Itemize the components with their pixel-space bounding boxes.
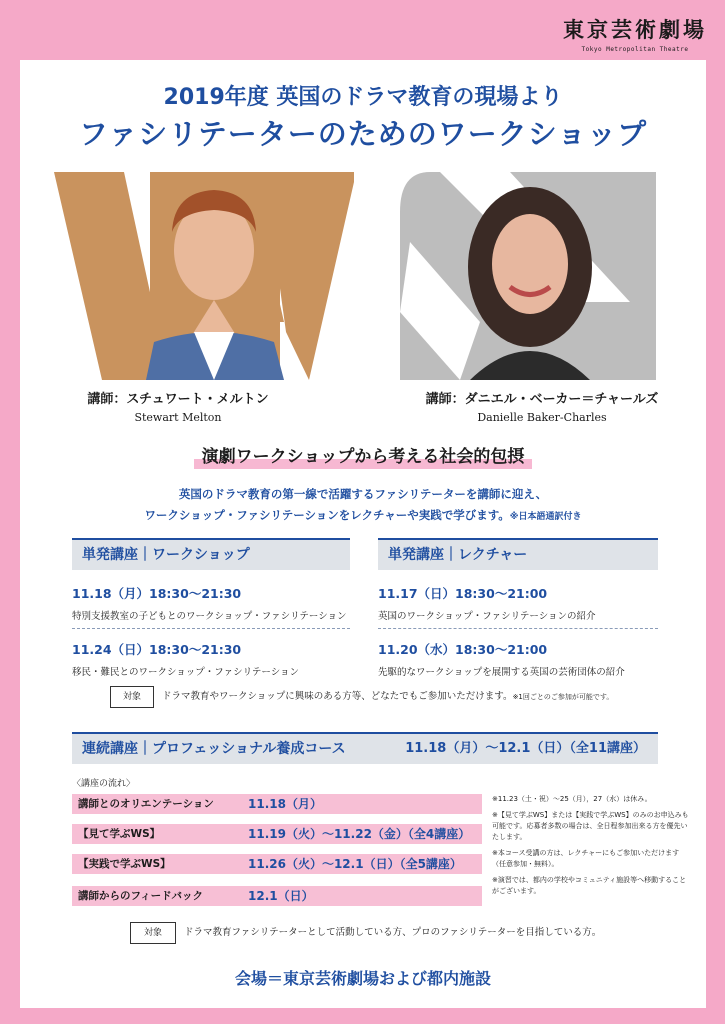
intro-line-2: ワークショップ・ファシリテーションをレクチャーや実践で学びます。 <box>144 508 510 522</box>
target-label: 対象 <box>143 928 162 938</box>
section-workshop-heading <box>72 538 350 570</box>
instructor-caption-left <box>68 388 288 424</box>
session-datetime: 11.17（日）18:30〜21:00 <box>378 586 548 601</box>
target-label-box <box>130 922 176 944</box>
course-note: ※【見て学ぶWS】または【実践で学ぶWS】のみのお申込みも可能です。応募者多数の場合は、全日程参加出来る方を優先いたします。 <box>492 811 689 841</box>
session-datetime: 11.18（月）18:30〜21:30 <box>72 586 242 601</box>
session-datetime: 11.24（日）18:30〜21:30 <box>72 642 242 657</box>
flow-row-label: 【見て学ぶWS】 <box>78 828 161 840</box>
logo-jp: 東京芸術劇場 <box>563 17 707 42</box>
divider <box>378 628 658 629</box>
instructor-name-en: Stewart Melton <box>134 411 222 424</box>
target-text: ドラマ教育やワークショップに興味のある方等、どなたでもご参加いただけます。 <box>162 691 513 702</box>
target-description <box>162 686 692 708</box>
instructor-photo-left <box>54 172 354 380</box>
intro-text <box>20 484 706 528</box>
instructor-name-en: Danielle Baker-Charles <box>477 411 607 424</box>
course-flow-row <box>72 794 482 814</box>
lecture-session <box>378 584 678 622</box>
divider <box>72 628 350 629</box>
theatre-logo <box>563 14 707 53</box>
course-note: ※11.23（土・祝）〜25（月），27（水）は休み。 <box>492 795 652 803</box>
target-label: 対象 <box>122 692 141 702</box>
target-description <box>184 922 694 944</box>
workshop-session <box>72 584 362 622</box>
instructor-caption-right <box>392 388 692 424</box>
flow-row-date: 11.26（火）〜12.1（日）（全5講座） <box>248 857 462 871</box>
session-desc: 移民・難民とのワークショップ・ファシリテーション <box>72 667 300 678</box>
tagline <box>20 442 706 467</box>
flow-row-label: 講師からのフィードバック <box>78 890 203 902</box>
logo-en: Tokyo Metropolitan Theatre <box>581 46 689 53</box>
flow-row-date: 11.18（月） <box>248 797 322 811</box>
session-desc: 先駆的なワークショップを展開する英国の芸術団体の紹介 <box>378 667 625 678</box>
course-period: 11.18（月）〜12.1（日）（全11講座） <box>405 741 646 756</box>
session-datetime: 11.20（水）18:30〜21:00 <box>378 642 548 657</box>
tagline-text: 演劇ワークショップから考える社会的包摂 <box>194 447 533 469</box>
lecture-session <box>378 640 688 678</box>
intro-note: ※日本語通訳付き <box>509 512 582 522</box>
session-desc: 特別支援教室の子どもとのワークショップ・ファシリテーション <box>72 611 347 622</box>
flow-row-label: 講師とのオリエンテーション <box>78 798 214 810</box>
flow-row-date: 12.1（日） <box>248 889 314 903</box>
course-flow-label: 〈講座の流れ〉 <box>72 779 136 789</box>
section-course-heading <box>72 732 658 764</box>
course-note: ※本コース受講の方は、レクチャーにもご参加いただけます（任意参加・無料）。 <box>492 849 680 868</box>
instructor-name-jp: 講師：ダニエル・ベーカー＝チャールズ <box>425 392 659 407</box>
target-note: ※1回ごとのご参加が可能です。 <box>512 693 614 701</box>
course-notes <box>492 794 692 902</box>
target-label-box <box>110 686 154 708</box>
target-text: ドラマ教育ファシリテーターとして活動している方、プロのファシリテーターを目指している方。 <box>184 927 602 938</box>
section-lecture-heading <box>378 538 658 570</box>
course-flow-row <box>72 854 482 874</box>
course-flow-row <box>72 886 482 906</box>
flow-row-date: 11.19（火）〜11.22（金）（全4講座） <box>248 827 471 841</box>
course-note: ※演習では、都内の学校やコミュニティ施設等へ移動することがございます。 <box>492 876 687 895</box>
intro-line-1: 英国のドラマ教育の第一線で活躍するファシリテーターを講師に迎え、 <box>178 487 548 501</box>
title-main: ファシリテーターのためのワークショップ <box>78 117 648 151</box>
venue: 会場＝東京芸術劇場および都内施設 <box>234 969 491 988</box>
flyer-card <box>20 60 706 1008</box>
title-year: 2019年度 英国のドラマ教育の現場より <box>163 85 563 110</box>
section-course-title: 連続講座｜プロフェッショナル養成コース <box>82 741 346 757</box>
instructor-photo-right <box>400 172 656 380</box>
flow-row-label: 【実践で学ぶWS】 <box>78 858 171 870</box>
section-workshop-title: 単発講座｜ワークショップ <box>82 547 250 563</box>
session-desc: 英国のワークショップ・ファシリテーションの紹介 <box>378 611 596 622</box>
instructor-name-jp: 講師：スチュワート・メルトン <box>87 392 269 407</box>
course-flow-row <box>72 824 482 844</box>
workshop-session <box>72 640 362 678</box>
section-lecture-title: 単発講座｜レクチャー <box>388 547 528 563</box>
